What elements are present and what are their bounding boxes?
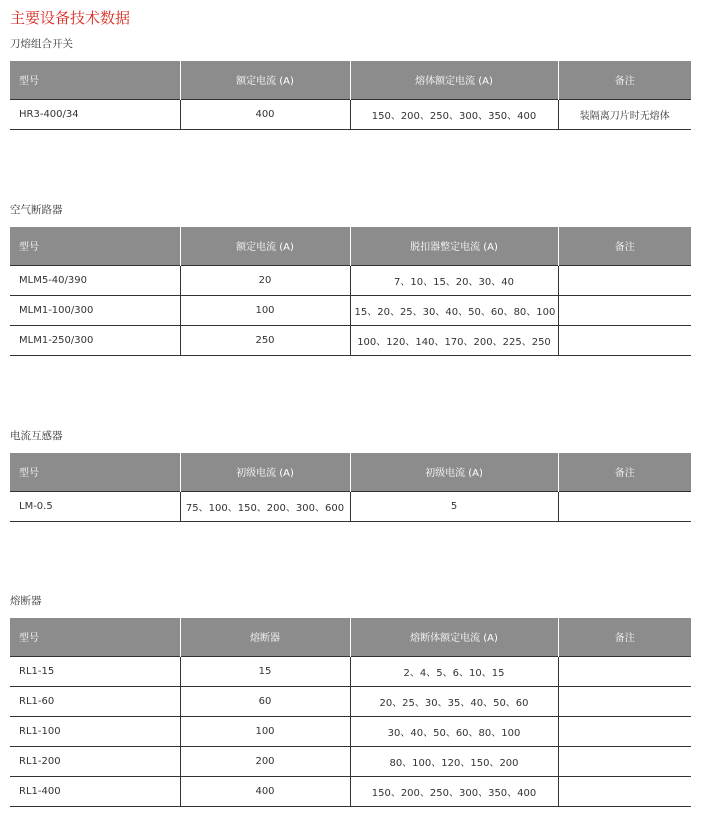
table-row <box>10 656 691 686</box>
table-row <box>10 491 691 521</box>
cell-model: RL1-200 <box>10 746 180 776</box>
cell-fuse: 400 <box>180 776 350 806</box>
header-remarks: 备注 <box>558 227 691 265</box>
table-header-row <box>10 227 691 265</box>
section-title: 熔断器 <box>10 595 42 607</box>
cell-trip-current: 100、120、140、170、200、225、250 <box>350 325 558 355</box>
header-remarks: 备注 <box>558 61 691 99</box>
header-model: 型号 <box>10 61 180 99</box>
cell-fuse: 60 <box>180 686 350 716</box>
cell-fuse-current: 150、200、250、300、350、400 <box>350 99 558 129</box>
cell-remarks <box>558 686 691 716</box>
cell-fuse: 200 <box>180 746 350 776</box>
cell-fuse-link-current: 150、200、250、300、350、400 <box>350 776 558 806</box>
cell-remarks <box>558 295 691 325</box>
header-fuse: 熔断器 <box>180 618 350 656</box>
section-title: 电流互感器 <box>10 430 63 442</box>
cell-trip-current: 7、10、15、20、30、40 <box>350 265 558 295</box>
header-primary-current-2: 初级电流 (A) <box>350 453 558 491</box>
page-title: 主要设备技术数据 <box>10 9 131 27</box>
table-row <box>10 265 691 295</box>
header-remarks: 备注 <box>558 618 691 656</box>
header-fuse-current: 熔体额定电流 (A) <box>350 61 558 99</box>
header-trip-current: 脱扣器整定电流 (A) <box>350 227 558 265</box>
table-row <box>10 776 691 806</box>
cell-model: MLM1-250/300 <box>10 325 180 355</box>
cell-remarks <box>558 265 691 295</box>
cell-trip-current: 15、20、25、30、40、50、60、80、100 <box>350 295 558 325</box>
cell-fuse-link-current: 2、4、5、6、10、15 <box>350 656 558 686</box>
spec-table <box>10 227 691 356</box>
cell-rated-current: 20 <box>180 265 350 295</box>
cell-model: MLM1-100/300 <box>10 295 180 325</box>
section-title: 刀熔组合开关 <box>10 38 73 50</box>
table-row <box>10 295 691 325</box>
cell-remarks <box>558 776 691 806</box>
cell-remarks <box>558 746 691 776</box>
cell-model: LM-0.5 <box>10 491 180 521</box>
cell-rated-current: 100 <box>180 295 350 325</box>
cell-remarks: 装隔离刀片时无熔体 <box>558 99 691 129</box>
table-row <box>10 746 691 776</box>
cell-primary-current-2: 5 <box>350 491 558 521</box>
header-rated-current: 额定电流 (A) <box>180 61 350 99</box>
cell-model: RL1-100 <box>10 716 180 746</box>
table-row <box>10 716 691 746</box>
header-fuse-link-current: 熔断体额定电流 (A) <box>350 618 558 656</box>
header-model: 型号 <box>10 227 180 265</box>
cell-model: HR3-400/34 <box>10 99 180 129</box>
cell-rated-current: 400 <box>180 99 350 129</box>
table-header-row <box>10 453 691 491</box>
cell-fuse: 100 <box>180 716 350 746</box>
cell-rated-current: 250 <box>180 325 350 355</box>
header-primary-current: 初级电流 (A) <box>180 453 350 491</box>
cell-remarks <box>558 656 691 686</box>
spec-table <box>10 618 691 807</box>
table-header-row <box>10 61 691 99</box>
section-title: 空气断路器 <box>10 204 63 216</box>
table-row <box>10 99 691 129</box>
header-model: 型号 <box>10 453 180 491</box>
cell-model: RL1-60 <box>10 686 180 716</box>
cell-fuse-link-current: 20、25、30、35、40、50、60 <box>350 686 558 716</box>
cell-fuse-link-current: 30、40、50、60、80、100 <box>350 716 558 746</box>
header-rated-current: 额定电流 (A) <box>180 227 350 265</box>
cell-fuse: 15 <box>180 656 350 686</box>
header-model: 型号 <box>10 618 180 656</box>
table-row <box>10 325 691 355</box>
cell-model: RL1-400 <box>10 776 180 806</box>
cell-remarks <box>558 325 691 355</box>
spec-table <box>10 61 691 130</box>
table-header-row <box>10 618 691 656</box>
cell-remarks <box>558 716 691 746</box>
cell-primary-current: 75、100、150、200、300、600 <box>180 491 350 521</box>
spec-table <box>10 453 691 522</box>
table-row <box>10 686 691 716</box>
cell-remarks <box>558 491 691 521</box>
header-remarks: 备注 <box>558 453 691 491</box>
cell-fuse-link-current: 80、100、120、150、200 <box>350 746 558 776</box>
cell-model: MLM5-40/390 <box>10 265 180 295</box>
cell-model: RL1-15 <box>10 656 180 686</box>
